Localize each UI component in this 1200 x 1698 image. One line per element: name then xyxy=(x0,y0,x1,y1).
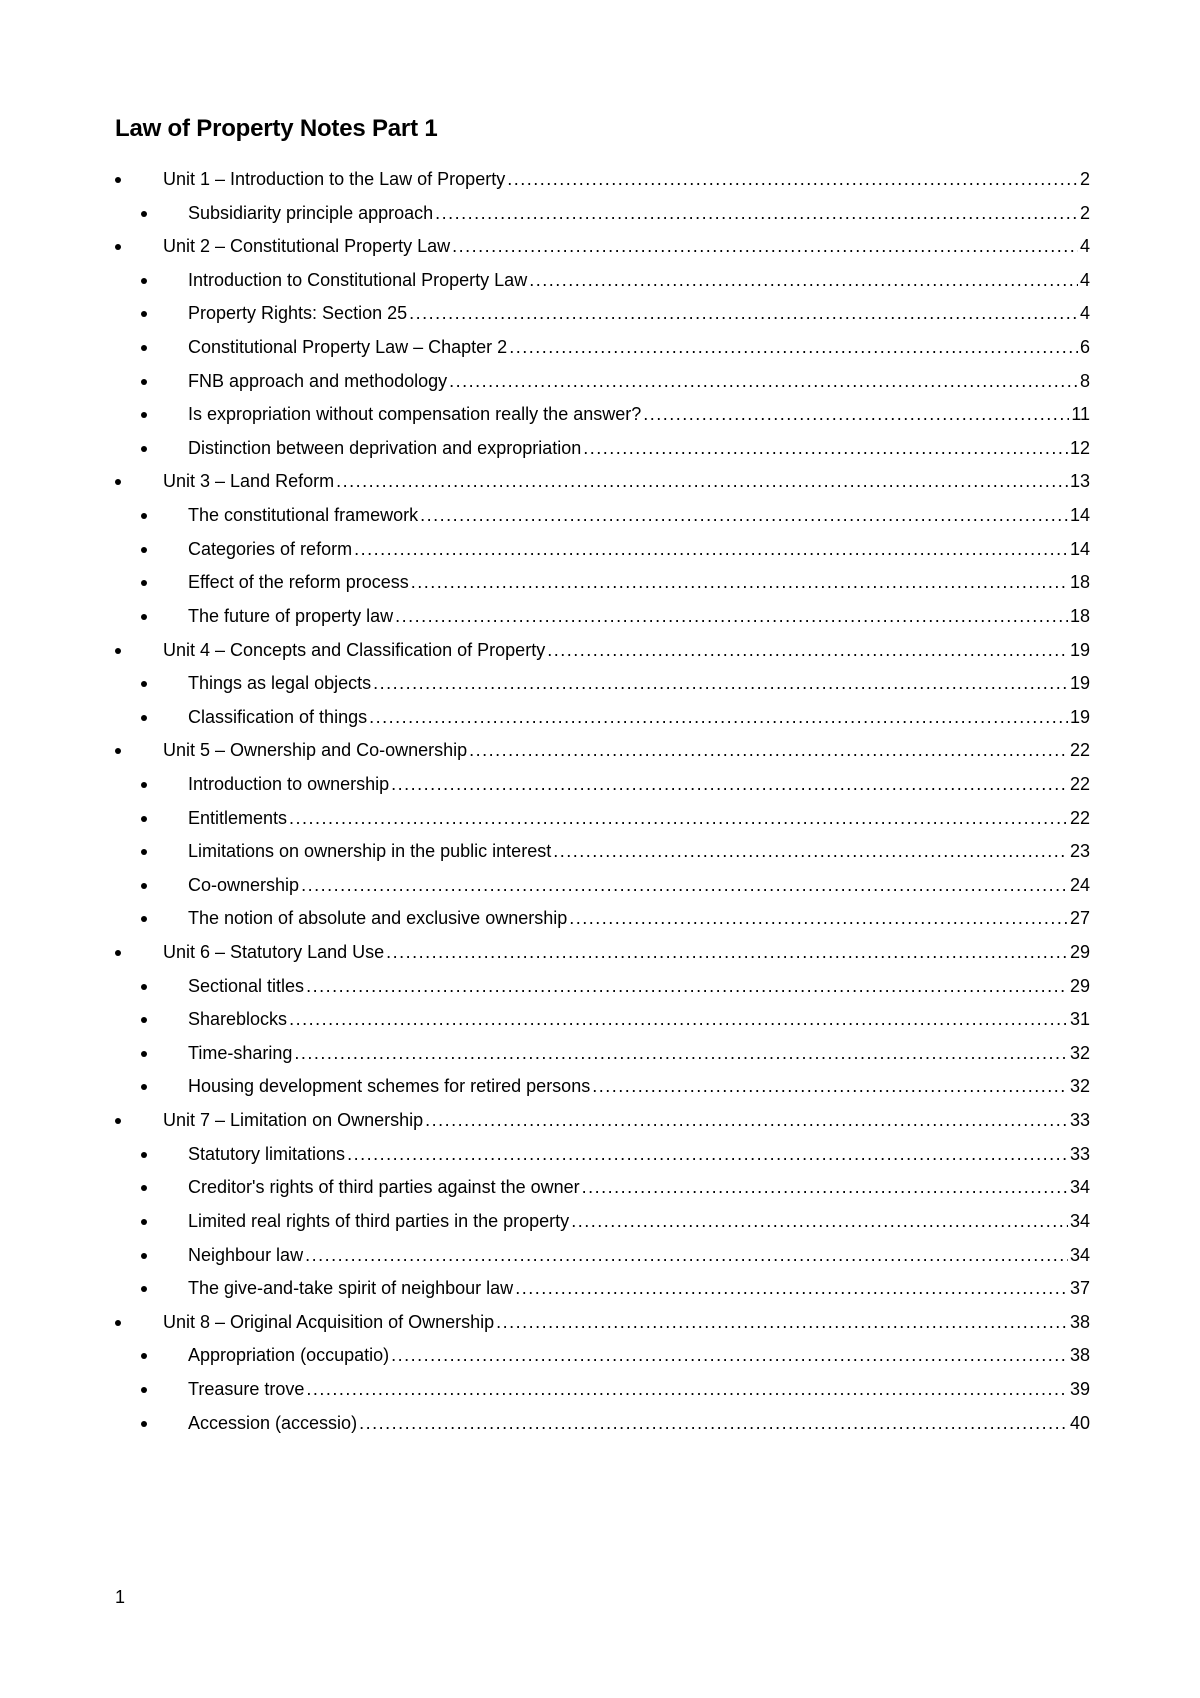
toc-entry-page: 22 xyxy=(1069,773,1090,794)
bullet-icon xyxy=(115,1320,121,1326)
toc-subentry[interactable] xyxy=(0,1205,1200,1239)
toc-entry-line xyxy=(188,970,1090,1004)
dot-leader xyxy=(469,734,1068,768)
toc-entry-title: Shareblocks xyxy=(188,1009,288,1030)
toc-entry-line xyxy=(188,297,1090,331)
toc-entry-page: 29 xyxy=(1069,975,1090,996)
dot-leader xyxy=(425,1104,1068,1138)
toc-entry-title: Sectional titles xyxy=(188,975,305,996)
bullet-icon xyxy=(141,513,147,519)
bullet-icon xyxy=(141,984,147,990)
dot-leader xyxy=(449,365,1078,399)
toc-entry-page: 34 xyxy=(1069,1177,1090,1198)
toc-entry-title: Limited real rights of third parties in the property xyxy=(188,1210,570,1231)
toc-entry-page: 18 xyxy=(1069,605,1090,626)
dot-leader xyxy=(395,600,1068,634)
toc-subentry[interactable] xyxy=(0,566,1200,600)
bullet-icon xyxy=(141,1051,147,1057)
dot-leader xyxy=(509,331,1078,365)
toc-entry-page: 2 xyxy=(1079,202,1090,223)
toc-entry-title: Unit 8 – Original Acquisition of Ownership xyxy=(163,1311,495,1332)
toc-entry-title: The give-and-take spirit of neighbour law xyxy=(188,1278,514,1299)
bullet-icon xyxy=(141,681,147,687)
toc-entry-page: 22 xyxy=(1069,807,1090,828)
toc-subentry[interactable] xyxy=(0,432,1200,466)
bullet-icon xyxy=(141,311,147,317)
toc-entry-line xyxy=(188,1037,1090,1071)
toc-entry-line xyxy=(188,835,1090,869)
toc-subentry[interactable] xyxy=(0,701,1200,735)
toc-entry-line xyxy=(188,533,1090,567)
toc-subentry[interactable] xyxy=(0,1003,1200,1037)
toc-unit-entry[interactable] xyxy=(0,1104,1200,1138)
toc-entry-title: Entitlements xyxy=(188,807,288,828)
bullet-icon xyxy=(115,1118,121,1124)
dot-leader xyxy=(409,297,1078,331)
bullet-icon xyxy=(141,715,147,721)
bullet-icon xyxy=(115,177,121,183)
toc-entry-title: Subsidiarity principle approach xyxy=(188,202,434,223)
bullet-icon xyxy=(141,1017,147,1023)
bullet-icon xyxy=(141,278,147,284)
toc-entry-title: Is expropriation without compensation really the answer? xyxy=(188,404,642,425)
toc-entry-line xyxy=(163,163,1090,197)
toc-subentry[interactable] xyxy=(0,331,1200,365)
toc-subentry[interactable] xyxy=(0,1373,1200,1407)
bullet-icon xyxy=(141,883,147,889)
toc-entry-title: The notion of absolute and exclusive ownership xyxy=(188,908,568,929)
toc-entry-title: The future of property law xyxy=(188,605,394,626)
toc-entry-line xyxy=(188,1239,1090,1273)
toc-entry-line xyxy=(188,1138,1090,1172)
toc-entry-page: 31 xyxy=(1069,1009,1090,1030)
toc-entry-line xyxy=(188,701,1090,735)
bullet-icon xyxy=(141,916,147,922)
bullet-icon xyxy=(141,412,147,418)
dot-leader xyxy=(583,432,1068,466)
dot-leader xyxy=(582,1171,1068,1205)
dot-leader xyxy=(306,1373,1068,1407)
toc-entry-title: Accession (accessio) xyxy=(188,1412,358,1433)
bullet-icon xyxy=(141,379,147,385)
dot-leader xyxy=(411,566,1068,600)
dot-leader xyxy=(571,1205,1068,1239)
bullet-icon xyxy=(115,244,121,250)
toc-entry-page: 39 xyxy=(1069,1378,1090,1399)
toc-entry-page: 27 xyxy=(1069,908,1090,929)
dot-leader xyxy=(373,667,1068,701)
dot-leader xyxy=(359,1407,1068,1441)
toc-entry-page: 14 xyxy=(1069,538,1090,559)
bullet-icon xyxy=(115,748,121,754)
toc-entry-line xyxy=(188,667,1090,701)
toc-entry-title: Distinction between deprivation and expropriation xyxy=(188,437,582,458)
toc-subentry[interactable] xyxy=(0,970,1200,1004)
toc-entry-page: 24 xyxy=(1069,874,1090,895)
toc-entry-line xyxy=(188,768,1090,802)
toc-subentry[interactable] xyxy=(0,802,1200,836)
bullet-icon xyxy=(141,345,147,351)
toc-entry-title: Time-sharing xyxy=(188,1042,293,1063)
dot-leader xyxy=(496,1306,1068,1340)
toc-entry-line xyxy=(188,1205,1090,1239)
toc-entry-page: 38 xyxy=(1069,1345,1090,1366)
dot-leader xyxy=(301,869,1068,903)
dot-leader xyxy=(294,1037,1068,1071)
bullet-icon xyxy=(141,614,147,620)
toc-entry-line xyxy=(163,634,1090,668)
bullet-icon xyxy=(141,580,147,586)
toc-subentry[interactable] xyxy=(0,297,1200,331)
bullet-icon xyxy=(115,479,121,485)
toc-entry-title: Introduction to Constitutional Property Law xyxy=(188,269,528,290)
bullet-icon xyxy=(141,1084,147,1090)
table-of-contents xyxy=(0,163,1200,1440)
dot-leader xyxy=(569,902,1068,936)
bullet-icon xyxy=(141,1421,147,1427)
toc-entry-title: Unit 6 – Statutory Land Use xyxy=(163,942,385,963)
bullet-icon xyxy=(141,446,147,452)
dot-leader xyxy=(391,1339,1068,1373)
toc-entry-line xyxy=(188,902,1090,936)
bullet-icon xyxy=(115,648,121,654)
toc-subentry[interactable] xyxy=(0,1070,1200,1104)
dot-leader xyxy=(336,465,1068,499)
toc-entry-page: 34 xyxy=(1069,1210,1090,1231)
toc-subentry[interactable] xyxy=(0,1239,1200,1273)
dot-leader xyxy=(547,634,1068,668)
toc-subentry[interactable] xyxy=(0,264,1200,298)
toc-entry-title: Appropriation (occupatio) xyxy=(188,1345,390,1366)
dot-leader xyxy=(391,768,1068,802)
toc-subentry[interactable] xyxy=(0,902,1200,936)
toc-entry-title: Categories of reform xyxy=(188,538,353,559)
toc-entry-line xyxy=(188,1407,1090,1441)
toc-entry-page: 8 xyxy=(1079,370,1090,391)
bullet-icon xyxy=(141,1152,147,1158)
toc-unit-entry[interactable] xyxy=(0,230,1200,264)
toc-entry-title: Unit 2 – Constitutional Property Law xyxy=(163,236,451,257)
dot-leader xyxy=(452,230,1078,264)
toc-entry-title: The constitutional framework xyxy=(188,505,419,526)
toc-entry-line xyxy=(188,365,1090,399)
toc-unit-entry[interactable] xyxy=(0,634,1200,668)
toc-entry-line xyxy=(163,465,1090,499)
toc-entry-title: Co-ownership xyxy=(188,874,300,895)
toc-subentry[interactable] xyxy=(0,1171,1200,1205)
toc-entry-line xyxy=(188,499,1090,533)
toc-subentry[interactable] xyxy=(0,398,1200,432)
toc-entry-page: 14 xyxy=(1069,505,1090,526)
dot-leader xyxy=(386,936,1068,970)
bullet-icon xyxy=(141,1387,147,1393)
toc-entry-page: 13 xyxy=(1069,471,1090,492)
toc-entry-line xyxy=(188,566,1090,600)
toc-entry-page: 4 xyxy=(1079,269,1090,290)
toc-entry-page: 38 xyxy=(1069,1311,1090,1332)
toc-entry-title: FNB approach and methodology xyxy=(188,370,448,391)
bullet-icon xyxy=(141,1253,147,1259)
toc-subentry[interactable] xyxy=(0,835,1200,869)
bullet-icon xyxy=(141,547,147,553)
toc-entry-page: 32 xyxy=(1069,1042,1090,1063)
document-title: Law of Property Notes Part 1 xyxy=(115,115,438,142)
dot-leader xyxy=(515,1272,1068,1306)
toc-entry-page: 4 xyxy=(1079,303,1090,324)
toc-entry-title: Constitutional Property Law – Chapter 2 xyxy=(188,337,508,358)
bullet-icon xyxy=(141,1286,147,1292)
toc-entry-page: 12 xyxy=(1069,437,1090,458)
toc-entry-title: Classification of things xyxy=(188,706,368,727)
toc-entry-title: Unit 7 – Limitation on Ownership xyxy=(163,1110,424,1131)
bullet-icon xyxy=(141,1185,147,1191)
toc-subentry[interactable] xyxy=(0,1037,1200,1071)
bullet-icon xyxy=(141,211,147,217)
toc-subentry[interactable] xyxy=(0,197,1200,231)
toc-entry-title: Unit 1 – Introduction to the Law of Property xyxy=(163,169,506,189)
toc-subentry[interactable] xyxy=(0,365,1200,399)
toc-subentry[interactable] xyxy=(0,1272,1200,1306)
toc-entry-page: 34 xyxy=(1069,1244,1090,1265)
toc-entry-title: Limitations on ownership in the public interest xyxy=(188,841,552,862)
toc-entry-title: Treasure trove xyxy=(188,1378,305,1399)
dot-leader xyxy=(289,1003,1068,1037)
toc-entry-title: Statutory limitations xyxy=(188,1143,346,1164)
toc-entry-line xyxy=(163,936,1090,970)
dot-leader xyxy=(507,163,1078,197)
dot-leader xyxy=(435,197,1078,231)
page-number: 1 xyxy=(115,1587,126,1607)
toc-entry-line xyxy=(188,802,1090,836)
toc-entry-page: 37 xyxy=(1069,1278,1090,1299)
toc-entry-line xyxy=(188,869,1090,903)
dot-leader xyxy=(347,1138,1068,1172)
toc-subentry[interactable] xyxy=(0,499,1200,533)
dot-leader xyxy=(306,970,1068,1004)
dot-leader xyxy=(305,1239,1068,1273)
bullet-icon xyxy=(141,849,147,855)
toc-entry-page: 4 xyxy=(1079,236,1090,257)
toc-unit-entry[interactable] xyxy=(0,734,1200,768)
toc-entry-line xyxy=(188,1339,1090,1373)
toc-entry-title: Introduction to ownership xyxy=(188,773,390,794)
toc-entry-line xyxy=(188,1003,1090,1037)
toc-entry-title: Creditor's rights of third parties against the owner xyxy=(188,1177,580,1198)
toc-entry-page: 22 xyxy=(1069,740,1090,761)
toc-entry-title: Things as legal objects xyxy=(188,673,372,694)
toc-unit-entry[interactable] xyxy=(0,1306,1200,1340)
toc-entry-page: 33 xyxy=(1069,1143,1090,1164)
toc-entry-title: Unit 5 – Ownership and Co-ownership xyxy=(163,740,468,761)
dot-leader xyxy=(369,701,1068,735)
toc-entry-page: 18 xyxy=(1069,572,1090,593)
dot-leader xyxy=(592,1070,1068,1104)
toc-subentry[interactable] xyxy=(0,869,1200,903)
bullet-icon xyxy=(141,1353,147,1359)
toc-entry-page: 2 xyxy=(1079,169,1090,189)
toc-entry-page: 40 xyxy=(1069,1412,1090,1433)
bullet-icon xyxy=(115,950,121,956)
dot-leader xyxy=(643,398,1069,432)
toc-subentry[interactable] xyxy=(0,1138,1200,1172)
toc-entry-page: 19 xyxy=(1069,639,1090,660)
dot-leader xyxy=(529,264,1078,298)
toc-entry-line xyxy=(188,398,1090,432)
bullet-icon xyxy=(141,816,147,822)
toc-entry-line xyxy=(188,197,1090,231)
toc-entry-page: 32 xyxy=(1069,1076,1090,1097)
toc-entry-page: 11 xyxy=(1071,404,1090,425)
toc-entry-line xyxy=(188,1171,1090,1205)
toc-entry-line xyxy=(163,734,1090,768)
toc-entry-line xyxy=(188,432,1090,466)
toc-entry-line xyxy=(188,331,1090,365)
dot-leader xyxy=(420,499,1068,533)
dot-leader xyxy=(289,802,1068,836)
toc-unit-entry[interactable] xyxy=(0,163,1200,197)
toc-entry-line xyxy=(188,1272,1090,1306)
toc-entry-page: 6 xyxy=(1079,337,1090,358)
toc-entry-title: Neighbour law xyxy=(188,1244,304,1265)
toc-subentry[interactable] xyxy=(0,667,1200,701)
toc-entry-title: Unit 4 – Concepts and Classification of Property xyxy=(163,639,546,660)
toc-entry-line xyxy=(188,1373,1090,1407)
bullet-icon xyxy=(141,782,147,788)
toc-subentry[interactable] xyxy=(0,533,1200,567)
toc-entry-page: 23 xyxy=(1069,841,1090,862)
toc-entry-title: Effect of the reform process xyxy=(188,572,409,593)
toc-entry-line xyxy=(188,1070,1090,1104)
toc-entry-line xyxy=(163,1306,1090,1340)
toc-entry-page: 29 xyxy=(1069,942,1090,963)
toc-subentry[interactable] xyxy=(0,1339,1200,1373)
toc-unit-entry[interactable] xyxy=(0,936,1200,970)
toc-entry-title: Property Rights: Section 25 xyxy=(188,303,408,324)
toc-entry-line xyxy=(188,264,1090,298)
toc-entry-page: 19 xyxy=(1069,673,1090,694)
dot-leader xyxy=(553,835,1068,869)
toc-subentry[interactable] xyxy=(0,768,1200,802)
toc-subentry[interactable] xyxy=(0,600,1200,634)
toc-entry-title: Housing development schemes for retired persons xyxy=(188,1076,591,1097)
toc-entry-title: Unit 3 – Land Reform xyxy=(163,471,335,492)
toc-unit-entry[interactable] xyxy=(0,465,1200,499)
toc-entry-page: 19 xyxy=(1069,706,1090,727)
toc-entry-line xyxy=(163,230,1090,264)
toc-entry-line xyxy=(163,1104,1090,1138)
toc-subentry[interactable] xyxy=(0,1407,1200,1441)
bullet-icon xyxy=(141,1219,147,1225)
dot-leader xyxy=(354,533,1068,567)
toc-entry-line xyxy=(188,600,1090,634)
toc-entry-page: 33 xyxy=(1069,1110,1090,1131)
